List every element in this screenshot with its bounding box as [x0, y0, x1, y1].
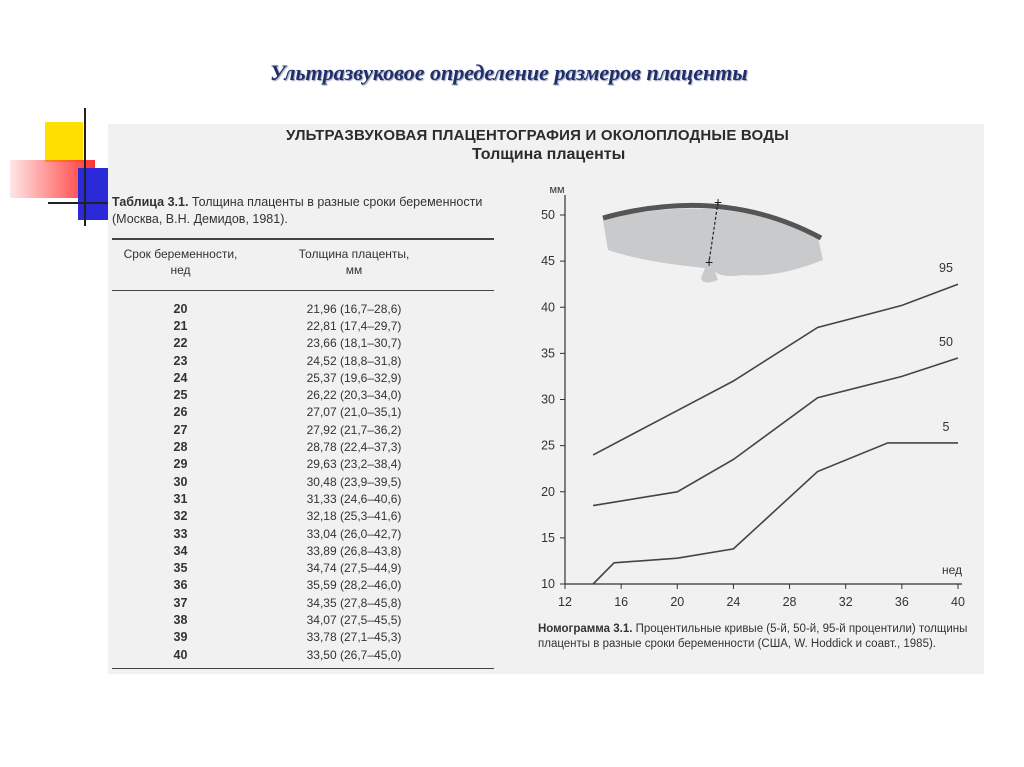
table-row	[112, 490, 492, 507]
week-cell: 20	[173, 301, 188, 316]
table-row	[112, 335, 492, 352]
table-row	[112, 352, 492, 369]
table-row	[112, 473, 492, 490]
thickness-cell: 22,81 (17,4–29,7)	[306, 318, 402, 333]
week-cell: 25	[173, 388, 188, 403]
week-cell: 31	[173, 491, 188, 506]
x-tick-label: 24	[726, 595, 741, 609]
measure-marker-bottom: +	[705, 254, 714, 270]
week-cell: 32	[173, 509, 188, 524]
x-tick-label: 16	[614, 595, 629, 609]
percentile-95-label: 95	[939, 261, 953, 276]
table-row	[112, 611, 492, 628]
thickness-cell: 27,92 (21,7–36,2)	[306, 422, 402, 437]
table-row	[112, 629, 492, 646]
thickness-cell: 33,50 (26,7–45,0)	[306, 647, 402, 662]
nomogram-chart	[523, 180, 983, 620]
deco-horizontal-line	[48, 202, 108, 204]
y-tick-label: 15	[541, 530, 555, 545]
x-tick-label: 36	[894, 595, 909, 609]
week-cell: 30	[173, 474, 188, 489]
percentile-5-line	[593, 443, 958, 584]
y-tick-label: 45	[541, 254, 555, 269]
table-bottom-rule	[112, 668, 494, 669]
thickness-cell: 29,63 (23,2–38,4)	[306, 457, 402, 472]
thickness-cell: 25,37 (19,6–32,9)	[306, 370, 402, 385]
x-tick-label: 40	[951, 595, 965, 609]
col-header-thickness-line1: Толщина плаценты,	[298, 247, 410, 261]
deco-yellow-square	[45, 122, 83, 162]
scan-subheader: Толщина плаценты	[472, 146, 626, 163]
week-cell: 34	[173, 543, 188, 558]
table-caption	[112, 194, 497, 228]
thickness-cell: 24,52 (18,8–31,8)	[306, 353, 402, 368]
week-cell: 22	[173, 336, 188, 351]
table-row	[112, 525, 492, 542]
x-tick-label: 28	[782, 595, 797, 609]
thickness-cell: 35,59 (28,2–46,0)	[306, 578, 402, 593]
scan-header: УЛЬТРАЗВУКОВАЯ ПЛАЦЕНТОГРАФИЯ И ОКОЛОПЛОДНЫЕ ВОДЫ	[286, 127, 789, 144]
table-col-header-thickness	[249, 246, 459, 278]
thickness-cell: 23,66 (18,1–30,7)	[306, 336, 402, 351]
table-row	[112, 369, 492, 386]
thickness-cell: 21,96 (16,7–28,6)	[306, 301, 402, 316]
deco-vertical-line	[84, 108, 86, 226]
week-cell: 37	[173, 595, 188, 610]
y-tick-label: 10	[541, 577, 555, 591]
percentile-5-label: 5	[942, 419, 950, 434]
table-row	[112, 646, 492, 663]
thickness-cell: 27,07 (21,0–35,1)	[306, 405, 402, 420]
y-axis-label: мм	[549, 184, 565, 196]
week-cell: 26	[173, 405, 188, 420]
table-row	[112, 542, 492, 559]
thickness-cell: 33,78 (27,1–45,3)	[306, 630, 402, 645]
table-row	[112, 508, 492, 525]
table-col-header-week	[112, 246, 249, 278]
week-cell: 39	[173, 630, 188, 645]
measure-marker-top: +	[714, 194, 723, 210]
week-cell: 40	[173, 647, 188, 662]
table-body	[112, 300, 492, 663]
placenta-shape	[603, 208, 823, 282]
week-cell: 28	[173, 440, 188, 455]
y-tick-label: 35	[541, 346, 555, 361]
week-cell: 38	[173, 612, 188, 627]
percentile-50-label: 50	[939, 334, 953, 349]
week-cell: 24	[173, 370, 188, 385]
week-cell: 33	[173, 526, 188, 541]
x-axis-label: нед	[941, 563, 963, 577]
table-row	[112, 577, 492, 594]
deco-blue-square	[78, 168, 108, 220]
table-row	[112, 421, 492, 438]
thickness-cell: 34,07 (27,5–45,5)	[306, 612, 402, 627]
table-caption-text: Толщина плаценты в разные сроки беременности (Москва, В.Н. Демидов, 1981).	[112, 195, 483, 226]
y-tick-label: 30	[541, 392, 555, 407]
thickness-cell: 33,89 (26,8–43,8)	[306, 543, 402, 558]
y-tick-label: 20	[541, 484, 555, 499]
nomogram-caption-text: Процентильные кривые (5-й, 50-й, 95-й процентили) толщины плаценты в разные сроки беременности (США, W. Hoddick и соавт., 1985).	[538, 623, 968, 650]
table-row	[112, 456, 492, 473]
table-top-rule	[112, 238, 494, 240]
slide-title: Ультразвуковое определение размеров плаценты	[270, 60, 748, 85]
col-header-week-line1: Срок беременности,	[123, 247, 238, 261]
col-header-thickness-line2: мм	[345, 263, 363, 277]
week-cell: 35	[173, 561, 188, 576]
table-caption-label: Таблица 3.1.	[112, 195, 189, 209]
week-cell: 23	[173, 353, 188, 368]
table-row	[112, 559, 492, 576]
thickness-cell: 34,35 (27,8–45,8)	[306, 595, 402, 610]
thickness-cell: 28,78 (22,4–37,3)	[306, 440, 402, 455]
week-cell: 21	[173, 318, 188, 333]
thickness-cell: 34,74 (27,5–44,9)	[306, 561, 402, 576]
thickness-cell: 31,33 (24,6–40,6)	[306, 491, 402, 506]
x-tick-label: 20	[670, 595, 685, 609]
x-tick-label: 12	[558, 595, 572, 609]
table-row	[112, 404, 492, 421]
x-tick-label: 32	[838, 595, 853, 609]
thickness-cell: 26,22 (20,3–34,0)	[306, 388, 402, 403]
y-tick-label: 40	[541, 300, 555, 315]
y-tick-label: 25	[541, 438, 555, 453]
table-row	[112, 300, 492, 317]
nomogram-caption	[538, 622, 983, 652]
table-row	[112, 386, 492, 403]
week-cell: 36	[173, 578, 188, 593]
table-row	[112, 594, 492, 611]
thickness-cell: 33,04 (26,0–42,7)	[306, 526, 402, 541]
table-header-rule	[112, 290, 494, 291]
thickness-cell: 30,48 (23,9–39,5)	[306, 474, 402, 489]
week-cell: 27	[173, 422, 188, 437]
percentile-50-line	[593, 358, 958, 506]
scanned-page	[108, 124, 984, 674]
week-cell: 29	[173, 457, 188, 472]
col-header-week-line2: нед	[170, 263, 191, 277]
y-tick-label: 50	[541, 208, 555, 222]
table-row	[112, 317, 492, 334]
nomogram-caption-label: Номограмма 3.1.	[538, 623, 633, 635]
thickness-cell: 32,18 (25,3–41,6)	[306, 509, 402, 524]
table-row	[112, 438, 492, 455]
